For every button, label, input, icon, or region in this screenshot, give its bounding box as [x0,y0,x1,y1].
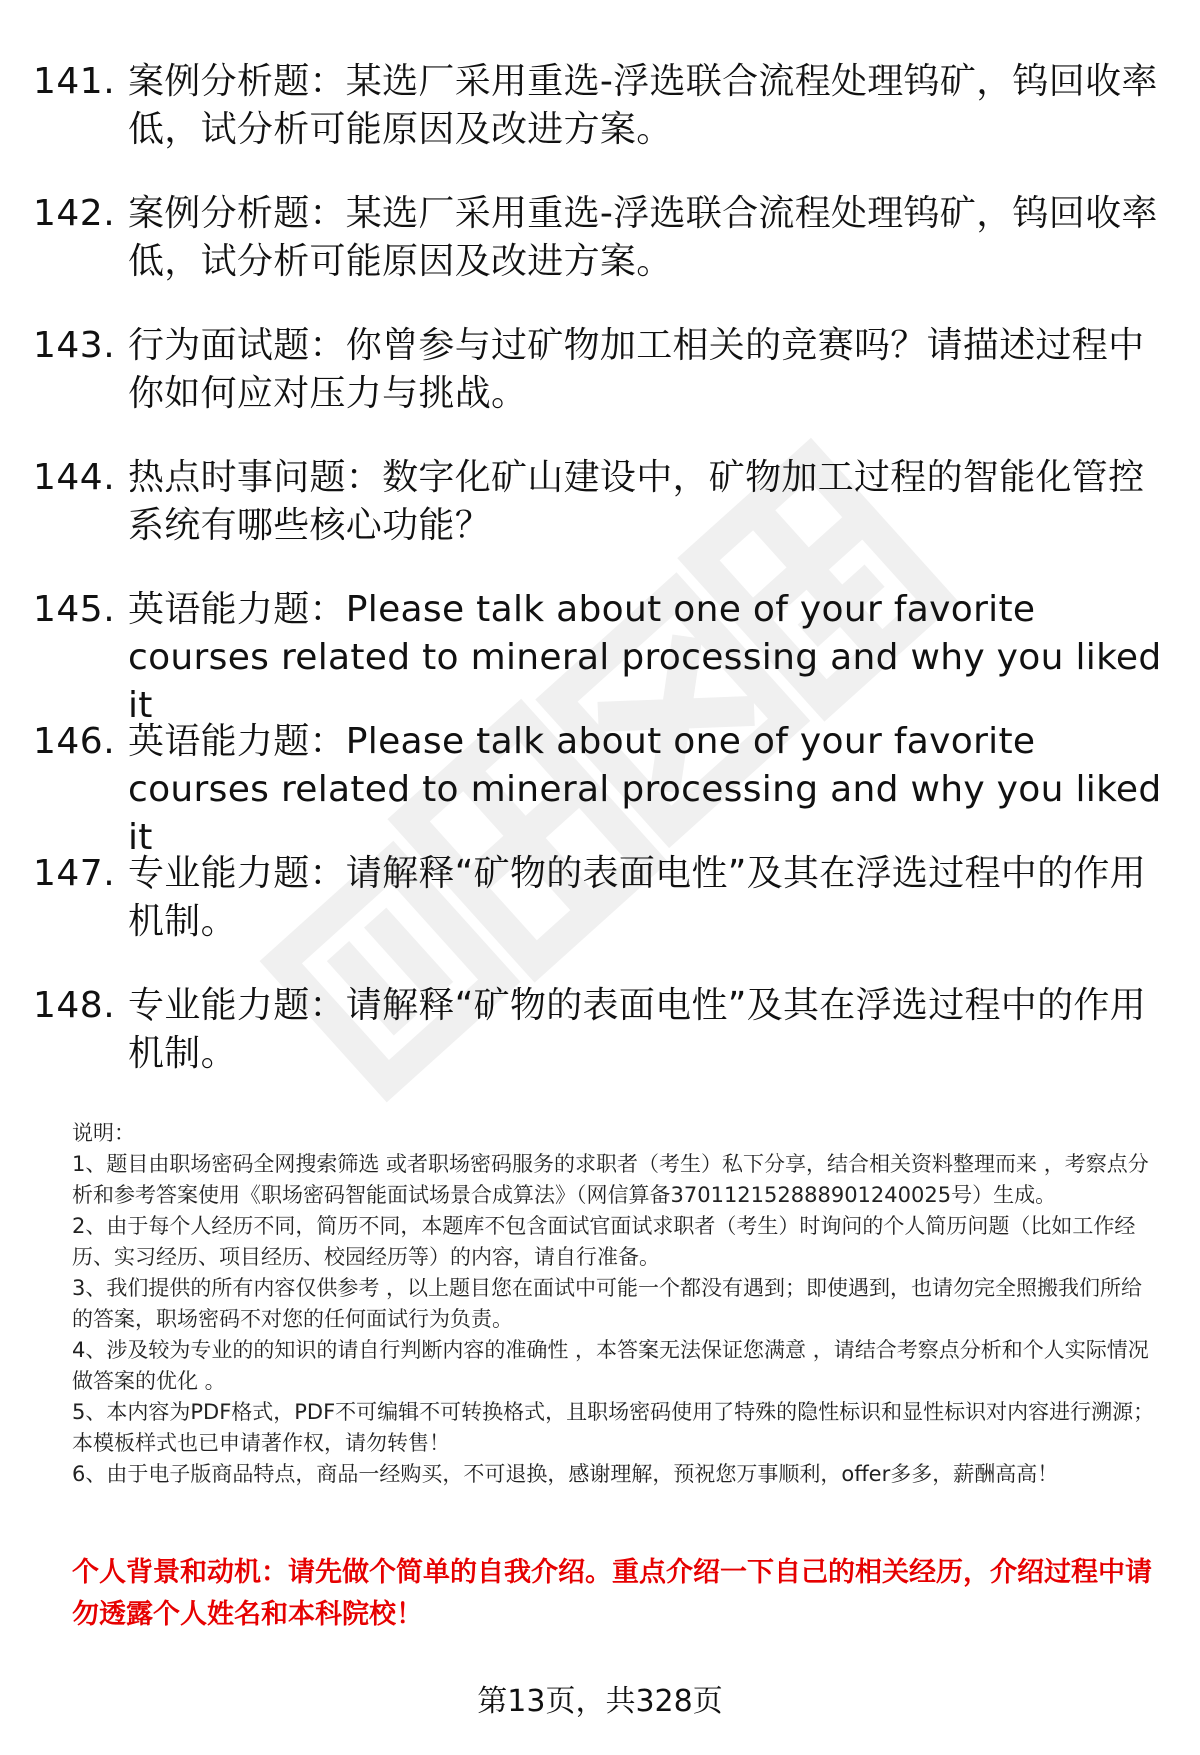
notes-section [72,1118,1160,1490]
question-number: 146. [33,721,116,762]
question-text: 行为面试题：你曾参与过矿物加工相关的竞赛吗？请描述过程中你如何应对压力与挑战。 [128,325,1145,414]
question-item-141 [0,58,1200,190]
question-list [0,58,1200,1114]
question-item-144 [0,454,1200,586]
note-item: 3、我们提供的所有内容仅供参考 ，以上题目您在面试中可能一个都没有遇到；即使遇到，也请勿完全照搬我们所给的答案，职场密码不对您的任何面试行为负责。 [72,1276,1143,1331]
note-item: 6、由于电子版商品特点，商品一经购买，不可退换，感谢理解，预祝您万事顺利，offer多多，薪酬高高！ [72,1462,1059,1486]
question-text: 专业能力题：请解释“矿物的表面电性”及其在浮选过程中的作用机制。 [128,853,1147,942]
question-number: 144. [33,457,116,498]
question-text: 案例分析题：某选厂采用重选-浮选联合流程处理钨矿，钨回收率低，试分析可能原因及改进方案。 [128,61,1158,150]
question-text: 专业能力题：请解释“矿物的表面电性”及其在浮选过程中的作用机制。 [128,985,1147,1074]
question-number: 147. [33,853,116,894]
question-number: 148. [33,985,116,1026]
note-item: 5、本内容为PDF格式，PDF不可编辑不可转换格式，且职场密码使用了特殊的隐性标识和显性标识对内容进行溯源；本模板样式也已申请著作权，请勿转售！ [72,1400,1155,1455]
self-introduction-prompt: 个人背景和动机：请先做个简单的自我介绍。重点介绍一下自己的相关经历，介绍过程中请勿透露个人姓名和本科院校！ [72,1557,1152,1630]
note-item: 1、题目由职场密码全网搜索筛选 或者职场密码服务的求职者（考生）私下分享，结合相关资料整理而来 ，考察点分析和参考答案使用《职场密码智能面试场景合成算法》（网信算备370112152888901240025号）生成。 [72,1152,1149,1207]
question-number: 142. [33,193,116,234]
note-item: 2、由于每个人经历不同，简历不同，本题库不包含面试官面试求职者（考生）时询问的个人简历问题（比如工作经历、实习经历、项目经历、校园经历等）的内容，请自行准备。 [72,1214,1136,1269]
question-number: 141. [33,61,116,102]
question-number: 145. [33,589,116,630]
page-number: 第13页，共328页 [477,1684,723,1719]
question-text: 英语能力题：Please talk about one of your favorite courses related to mineral processing and why you liked it [128,589,1162,726]
question-item-147 [0,850,1200,982]
notes-title: 说明： [72,1121,135,1145]
question-item-142 [0,190,1200,322]
question-text: 英语能力题：Please talk about one of your favorite courses related to mineral processing and why you liked it [128,721,1162,858]
question-item-145 [0,586,1200,726]
question-text: 案例分析题：某选厂采用重选-浮选联合流程处理钨矿，钨回收率低，试分析可能原因及改进方案。 [128,193,1158,282]
note-item: 4、涉及较为专业的的知识的请自行判断内容的准确性 ，本答案无法保证您满意 ，请结合考察点分析和个人实际情况做答案的优化 。 [72,1338,1149,1393]
question-item-148 [0,982,1200,1114]
question-item-143 [0,322,1200,454]
question-text: 热点时事问题：数字化矿山建设中，矿物加工过程的智能化管控系统有哪些核心功能？ [128,457,1145,546]
question-item-146 [0,718,1200,858]
question-number: 143. [33,325,116,366]
